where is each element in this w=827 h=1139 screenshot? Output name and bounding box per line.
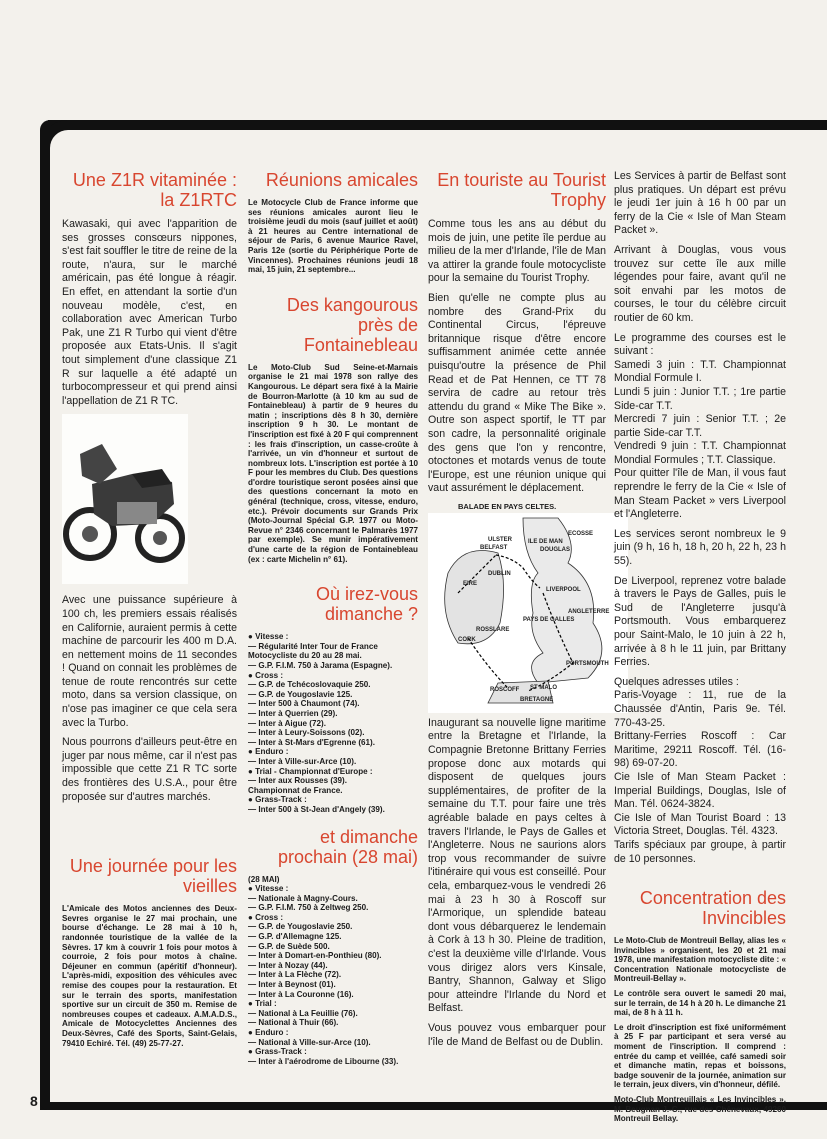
article-services-para5: Les services seront nombreux le 9 juin (9 h, 16 h, 18 h, 20 h, 22 h, 23 h 55). — [614, 527, 786, 568]
list-item: (28 MAI) — [248, 874, 280, 884]
list-item: — Inter à Ville-sur-Arce (10). — [248, 756, 357, 766]
list-item: ● Vitesse : — [248, 632, 289, 642]
list-item: ● Grass-Track : — [248, 795, 307, 805]
list-item: Brittany-Ferries Roscoff : Car Maritime, 29211 Roscoff. Tél. (16-98) 69-07-20. — [614, 730, 786, 770]
dimanche-events-list — [248, 632, 418, 814]
addresses-list — [614, 689, 786, 839]
article-services-para1: Les Services à partir de Belfast sont plus pratiques. Un départ est prévu le jeudi 1er juin à 16 h 00 par un ferry de la Cie « Isle of Man Steam Packet ». — [614, 170, 786, 237]
list-item: — Inter à Nozay (44). — [248, 960, 328, 970]
article-invincibles-para3: Le droit d'inscription est fixé uniformément à 25 F par participant et sera versé au moment de l'inscription. Il comprend : entrée du camp et veillée, café samedi soir et dimanche matin, repas et boissons, badge souvenir de la journée, animation sur le terrain, jeux divers, vin d'honneur, défilé. — [614, 1022, 786, 1090]
article-vieilles-body: L'Amicale des Motos anciennes des Deux-Sevres organise le 27 mai prochain, une bourse d'échange. Le 28 mai à 10 h, randonnée touristique de la vallée de la Sèvres. 17 km à couvrir 1 fois pour motos à courroie, 2 fois pour motos à chaîne. Déjeuner en commun (apéritif d'honneur). L'après-midi, exposition des véhicules avec remise des coupes pour la restauration. Et sur le terrain des sports, manifestation sportive sur un circuit de 350 m. Remise de nombreuses coupes et cadeaux. A.M.A.D.S., Amicale de Motocyclettes Anciennes des Deux-Sèvres, Café des Sports, Saint-Gelais, 79410 Echiré. Tél. (49) 25-77-27. — [62, 904, 237, 1048]
list-item: ● Trial - Championnat d'Europe : — [248, 766, 373, 776]
map-label: DUBLIN — [488, 570, 511, 577]
list-item: — National à La Feuillie (76). — [248, 1008, 358, 1018]
page-frame-top — [48, 120, 827, 130]
list-item: — Inter à Querrien (29). — [248, 708, 338, 718]
map-label: PORTSMOUTH — [566, 660, 609, 667]
column-4 — [614, 170, 786, 1124]
race-program-list — [614, 359, 786, 468]
column-2 — [248, 170, 418, 1095]
article-reunions-body: Le Motocycle Club de France informe que ses réunions amicales auront lieu le troisième jeudi du mois (sauf juillet et août) à 21 heures au Centre international de séjour de Paris, 6 avenue Maurice Ravel, Paris 12e (sortie du Périphérique Porte de Vincennes). Prochaines réunions jeudi 18 mai, 15 juin, 21 septembre... — [248, 198, 418, 275]
map-label: PAYS DE GALLES — [523, 616, 575, 623]
list-item: — Inter à Aigue (72). — [248, 718, 326, 728]
list-item: — Inter aux Rousses (39). — [248, 776, 347, 786]
list-item: — Nationale à Magny-Cours. — [248, 893, 358, 903]
list-item: ● Grass-Track : — [248, 1047, 307, 1057]
list-item: — Inter à Leury-Soissons (02). — [248, 728, 365, 738]
list-item: ● Enduro : — [248, 747, 289, 757]
map-label: ILE DE MAN — [528, 538, 563, 545]
map-label: ROSCOFF — [490, 686, 520, 693]
list-item: Cie Isle of Man Tourist Board : 13 Victoria Street, Douglas. Tél. 4323. — [614, 811, 786, 838]
list-item: — G.P. de Tchécoslovaquie 250. — [248, 680, 371, 690]
article-tt-para3: Inaugurant sa nouvelle ligne maritime entre la Bretagne et l'Irlande, la Compagnie Bretonne Brittany Ferries propose donc aux motards qui disposent de quelques jours supplémentaires, de profiter de la semaine du T.T. pour faire une très agréable balade en pays celtes à travers l'Irlande, le Pays de Galles et l'Angleterre. Nous ne saurions alors trop vous recommander de suivre l'itinéraire qui vous est conseillé. Pour cela, embarquez-vous le vendredi 26 mai à 23 h 30 à Roscoff sur l'Armorique, un splendide bateau dont vous débarquerez le lendemain à Cork à 13 h 30. Pleine de tradition, c'est la deuxième ville d'Irlande. Vous vous dirigez alors vers Kinsale, Bantry, Shannon, Galway et Sligo pour atteindre l'Irlande du Nord et Belfast. — [428, 716, 606, 1015]
article-tt-para1: Comme tous les ans au début du mois de juin, une petite île perdue au milieu de la mer d'Irlande, l'île de Man va attirer la grande foule motocycliste pour la semaine du Tourist Trophy. — [428, 218, 606, 285]
list-item: — National à Thuir (66). — [248, 1018, 339, 1028]
map-label: CORK — [458, 636, 476, 643]
list-item: — Inter à l'aérodrome de Libourne (33). — [248, 1056, 399, 1066]
article-z1r-para1: Kawasaki, qui avec l'apparition de ses grosses consœurs nippones, s'est fait souffler le titre de reine de la route, n'aura, sur le marché américain, pas été longue à réagir. En effet, en attendant la sortie d'un nouveau modèle, c'est, en collaboration avec American Turbo Pak, une Z1 R Turbo qui vient d'être proposée aux Etats-Unis. Il s'agit tout simplement d'une classique Z1 R sur laquelle a été adapté un turbocompresseur et qui prend ainsi l'appellation de Z1 R TC. — [62, 218, 237, 407]
article-services-para6: De Liverpool, reprenez votre balade à travers le Pays de Galles, puis le Sud de l'Angleterre jusqu'à Portsmouth. Vous embarquerez pour Saint-Malo, le 10 juin à 22 h, arrivée à 8 h le 11 juin, par Brittany Ferries. — [614, 574, 786, 669]
article-vieilles-title: Une journée pour les vieilles — [69, 856, 237, 897]
list-item: — G.P. F.I.M. 750 à Jarama (Espagne). — [248, 661, 393, 670]
article-kangourous-body: Le Moto-Club Sud Seine-et-Marnais organise le 21 mai 1978 son rallye des Kangourous. Le départ sera fixé à la Mairie de Bourron-Marlotte (à 10 km au sud de Fontainebleau) à partir de 9 heures du matin ; inscriptions dès 8 h 30, dernière inscription 9 h 30. Le montant de l'inscription est fixé à 20 F qui comprennent : les frais d'inscription, un casse-croûte à l'arrivée, un vin d'honneur et surtout de nombreux lots. L'inscription est portée à 10 F pour les membres du Club. Des questions d'ordre touristique seront posées ainsi que des questions concernant la moto en général (technique, cross, vitesse, enduro, etc.). Prévoir documents sur Grands Prix (Moto-Journal Spécial G.P. 1977 ou Moto-Revue n° 2346 concernant le Palmarès 1977 par exemple). Se munir impérativement d'une carte de la région de Fontainebleau (ex : carte Michelin n° 61). — [248, 362, 418, 564]
list-item: — Inter à Domart-en-Ponthieu (80). — [248, 951, 382, 961]
article-tt-para4: Vous pouvez vous embarquer pour l'île de Mand de Belfast ou de Dublin. — [428, 1021, 606, 1048]
article-services-para2: Arrivant à Douglas, vous vous trouvez sur cette île aux mille légendes pour faire, avant qu'il ne soit envahi par les motos de courses, le tour du célèbre circuit routier de 60 km. — [614, 243, 786, 324]
article-z1r-para2: Avec une puissance supérieure à 100 ch, les premiers essais réalisés en Californie, auraient permis à cette machine de parcourir les 400 m D.A. en nettement moins de 11 secondes ! Quand on connait les problèmes de tenue de route rencontrés sur cette moto, dans sa version classique, on n'ose pas imaginer ce que cela sera avec la Turbo. — [62, 594, 237, 729]
article-dimanche-title: Où irez-vous dimanche ? — [315, 584, 418, 625]
column-1 — [62, 170, 237, 1095]
list-item: — Inter à St-Mars d'Egrenne (61). — [248, 737, 375, 747]
article-invincibles-title: Concentration des Invincibles — [639, 888, 786, 929]
column-3 — [428, 170, 610, 1095]
list-item: — G.P. F.I.M. 750 à Zeltweg 250. — [248, 903, 369, 913]
list-item: Championnat de France. — [248, 785, 343, 795]
map-label: DOUGLAS — [540, 546, 570, 553]
article-reunions-title: Réunions amicales — [265, 170, 418, 190]
list-item: — G.P. de Yougoslavie 250. — [248, 922, 353, 932]
list-item: — Inter 500 à St-Jean d'Angely (39). — [248, 804, 385, 814]
map-caption: BALADE EN PAYS CELTES. — [458, 501, 557, 511]
article-z1r-para3: Nous pourrons d'ailleurs peut-être en juger par nous même, car il n'est pas impossible que cette Z1 R TC sorte des frontières des U.S.A., pour être proposée sur d'autres marchés. — [62, 736, 237, 803]
list-item: ● Enduro : — [248, 1028, 289, 1037]
list-item: Cie Isle of Man Steam Packet : Imperial Buildings, Douglas, Isle of Man. Tél. 0624-3824. — [614, 770, 786, 811]
map-label: BRETAGNE — [520, 696, 554, 703]
article-tt-title: En touriste au Tourist Trophy — [437, 170, 606, 210]
list-item: — Inter à Beynost (01). — [248, 980, 336, 990]
list-item: Mercredi 7 juin : Senior T.T. ; 2e partie Side-car T.T. — [614, 413, 786, 439]
map-label: ST MALO — [530, 684, 557, 691]
article-tt-para2: Bien qu'elle ne compte plus au nombre des Grand-Prix du Continental Circus, l'épreuve britannique risque d'être encore suffisamment animée cette année puisqu'outre la présence de Phil Read et de Pat Hennen, ce TT 78 servira de cadre au retour très attendu du grand « Mike The Bike ». Outre son aspect sportif, le TT par son cadre, la personnalité originale des gens que l'on y rencontre, otoctones et motards venus de toute l'Europe, est une réunion unique qui vaut assurément le déplacement. — [428, 291, 606, 495]
article-invincibles-para1: Le Moto-Club de Montreuil Bellay, alias les « Invincibles » organisent, les 20 et 21 mai 1978, une manifestation motocycliste dite : « Concentration Nationale motocycliste de Montreuil-Bellay ». — [614, 936, 786, 984]
page-number: 8 — [30, 1093, 38, 1109]
page-frame-left — [40, 120, 50, 1110]
list-item: — G.P. de Suède 500. — [248, 941, 330, 951]
list-item: Paris-Voyage : 11, rue de la Chaussée d'Antin, Paris 9e. Tél. 770-43-25. — [614, 689, 786, 729]
list-item: — National à Ville-sur-Arce (10). — [248, 1037, 371, 1047]
article-services-para4: Pour quitter l'île de Man, il vous faut reprendre le ferry de la Cie « Isle of Man Steam Packet » vers Liverpool et l'Angleterre. — [614, 467, 786, 521]
map-label: ROSSLARE — [476, 626, 510, 633]
route-map — [428, 513, 628, 713]
list-item: — Inter à La Couronne (16). — [248, 989, 354, 999]
map-label: ECOSSE — [568, 530, 594, 537]
list-item: — G.P. d'Allemagne 125. — [248, 932, 342, 942]
list-item: ● Cross : — [248, 670, 284, 680]
list-item: Samedi 3 juin : T.T. Championnat Mondial Formule I. — [614, 358, 786, 385]
list-item: — Inter à La Flèche (72). — [248, 970, 342, 980]
map-label: ULSTER — [488, 536, 512, 543]
list-item: — Inter 500 à Chaumont (74). — [248, 699, 360, 709]
article-services-para7: Quelques adresses utiles : — [614, 675, 739, 688]
map-label: BELFAST — [480, 544, 508, 551]
map-label: EIRE — [463, 580, 478, 587]
list-item: Lundi 5 juin : Junior T.T. ; 1re partie Side-car T.T. — [614, 385, 786, 412]
article-kangourous-title: Des kangourous près de Fontainebleau — [286, 294, 418, 355]
prochain-events-list — [248, 875, 418, 1067]
article-z1r-title: Une Z1R vitaminée : la Z1RTC — [72, 170, 237, 210]
list-item: ● Trial : — [248, 999, 277, 1009]
article-services-para8: Tarifs spéciaux par groupe, à partir de 10 personnes. — [614, 838, 786, 865]
article-invincibles-para2: Le contrôle sera ouvert le samedi 20 mai, sur le terrain, de 14 h à 20 h. Le dimanche 21 mai, de 8 h à 11 h. — [614, 989, 786, 1018]
motorcycle-photo — [62, 414, 188, 584]
list-item: — G.P. de Yougoslavie 125. — [248, 689, 353, 699]
map-label: LIVERPOOL — [546, 586, 581, 593]
article-prochain-title: et dimanche prochain (28 mai) — [277, 826, 418, 867]
list-item: — Régularité Inter Tour de France Motocycliste du 20 au 28 mai. — [248, 641, 378, 661]
article-invincibles-para4: Moto-Club Montreuillais « Les Invincibles », M. Beugnan J.-C., rue des Chênevaux, 49260 Montreuil Bellay. — [614, 1095, 786, 1124]
map-label: ANGLETERRE — [568, 608, 610, 615]
article-services-para3: Le programme des courses est le suivant : — [614, 331, 786, 358]
list-item: ● Cross : — [248, 912, 284, 922]
list-item: Vendredi 9 juin : T.T. Championnat Mondial Formules ; T.T. Classique. — [614, 440, 786, 466]
list-item: ● Vitesse : — [248, 884, 289, 894]
